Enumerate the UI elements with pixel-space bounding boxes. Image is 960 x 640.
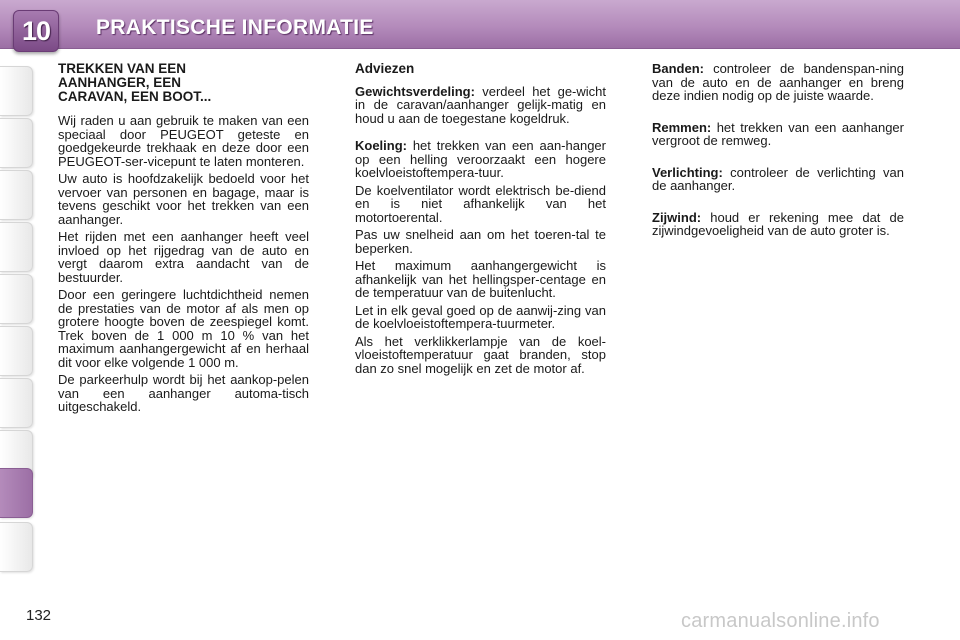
label-brakes: Remmen: <box>652 119 712 135</box>
paragraph-brakes <box>652 121 904 148</box>
paragraph: De koelventilator wordt elektrisch be-diend en is niet afhankelijk van het motortoerental. <box>355 182 606 225</box>
text-lighting: controleer de verlichting van de aanhanger. <box>652 164 904 193</box>
chapter-tab-5[interactable] <box>0 274 33 324</box>
label-weight: Gewichtsverdeling: <box>355 83 475 99</box>
text-crosswind: houd er rekening mee dat de zijwindgevoeligheid van de auto groter is. <box>652 209 904 238</box>
label-tyres: Banden: <box>652 61 704 76</box>
paragraph-tyres <box>652 62 904 103</box>
chapter-tab-11[interactable] <box>0 522 33 572</box>
label-crosswind: Zijwind: <box>652 209 702 225</box>
chapter-tab-2[interactable] <box>0 118 33 168</box>
paragraph: Het maximum aanhangergewicht is afhankelijk van het hellingsper-centage en de temperatuur van de buitenlucht. <box>355 258 606 300</box>
title-line: AANHANGER, EEN <box>58 75 182 90</box>
column-towing <box>58 62 309 418</box>
paragraph-lighting <box>652 166 904 193</box>
chapter-tab-10-active[interactable] <box>0 468 33 518</box>
paragraph-crosswind <box>652 211 904 238</box>
chapter-tab-4[interactable] <box>0 222 33 272</box>
title-line: TREKKEN VAN EEN <box>58 61 187 76</box>
column-checks <box>652 62 904 256</box>
column-advice <box>355 62 606 379</box>
label-cooling: Koeling: <box>355 138 407 153</box>
chapter-header <box>0 0 960 49</box>
chapter-title: PRAKTISCHE INFORMATIE <box>96 16 374 39</box>
chapter-tab-3[interactable] <box>0 170 33 220</box>
chapter-number: 10 <box>21 16 51 46</box>
text-tyres: controleer de bandenspan-ning van de auto en de aanhanger en breng deze indien nodig op de juiste waarde. <box>652 61 904 103</box>
paragraph-cooling <box>355 139 606 180</box>
chapter-badge <box>13 10 59 52</box>
paragraph: Wij raden u aan gebruik te maken van een speciaal door PEUGEOT geteste en goedgekeurde trekhaak en deze door een PEUGEOT-ser-vicepunt te laten monteren. <box>58 113 309 169</box>
paragraph-weight <box>355 85 606 126</box>
section-title-towing <box>58 62 309 104</box>
paragraph: Uw auto is hoofdzakelijk bedoeld voor het vervoer van personen en bagage, maar is tevens geschikt voor het trekken van een aanhanger. <box>58 171 309 227</box>
label-lighting: Verlichting: <box>652 164 723 180</box>
paragraph: Als het verklikkerlampje van de koel-vloeistoftemperatuur gaat branden, stop dan zo snel mogelijk en zet de motor af. <box>355 333 606 376</box>
text-cooling: het trekken van een aan-hanger op een helling veroorzaakt een hogere koelvloeistoftempera-tuur. <box>355 138 606 180</box>
title-line: CARAVAN, EEN BOOT... <box>58 89 212 104</box>
paragraph: Het rijden met een aanhanger heeft veel invloed op het rijgedrag van de auto en vergt daarom extra aandacht van de bestuurder. <box>58 229 309 285</box>
chapter-tab-1[interactable] <box>0 66 33 116</box>
chapter-tab-6[interactable] <box>0 326 33 376</box>
watermark: carmanualsonline.info <box>681 610 880 632</box>
text-weight: verdeel het ge-wicht in de caravan/aanhanger gelijk-matig en houd u aan de toegestane kogeldruk. <box>355 83 606 126</box>
paragraph: Door een geringere luchtdichtheid nemen de prestaties van de motor af als men op grotere hoogte boven de zeespiegel komt. Trek boven de 1 000 m 10 % van het maximum aanhangergewicht af en herhaal dit voor elke volgende 1 000 m. <box>58 287 309 370</box>
chapter-tab-7[interactable] <box>0 378 33 428</box>
section-title-advice: Adviezen <box>355 61 415 76</box>
page-number: 132 <box>26 607 52 624</box>
text-brakes: het trekken van een aanhanger vergroot de remweg. <box>652 119 904 148</box>
paragraph: Let in elk geval goed op de aanwij-zing van de koelvloeistoftempera-tuurmeter. <box>355 302 606 331</box>
paragraph: Pas uw snelheid aan om het toeren-tal te beperken. <box>355 227 606 256</box>
chapter-tabs <box>0 60 40 580</box>
paragraph: De parkeerhulp wordt bij het aankop-pelen van een aanhanger automa-tisch uitgeschakeld. <box>58 372 309 414</box>
